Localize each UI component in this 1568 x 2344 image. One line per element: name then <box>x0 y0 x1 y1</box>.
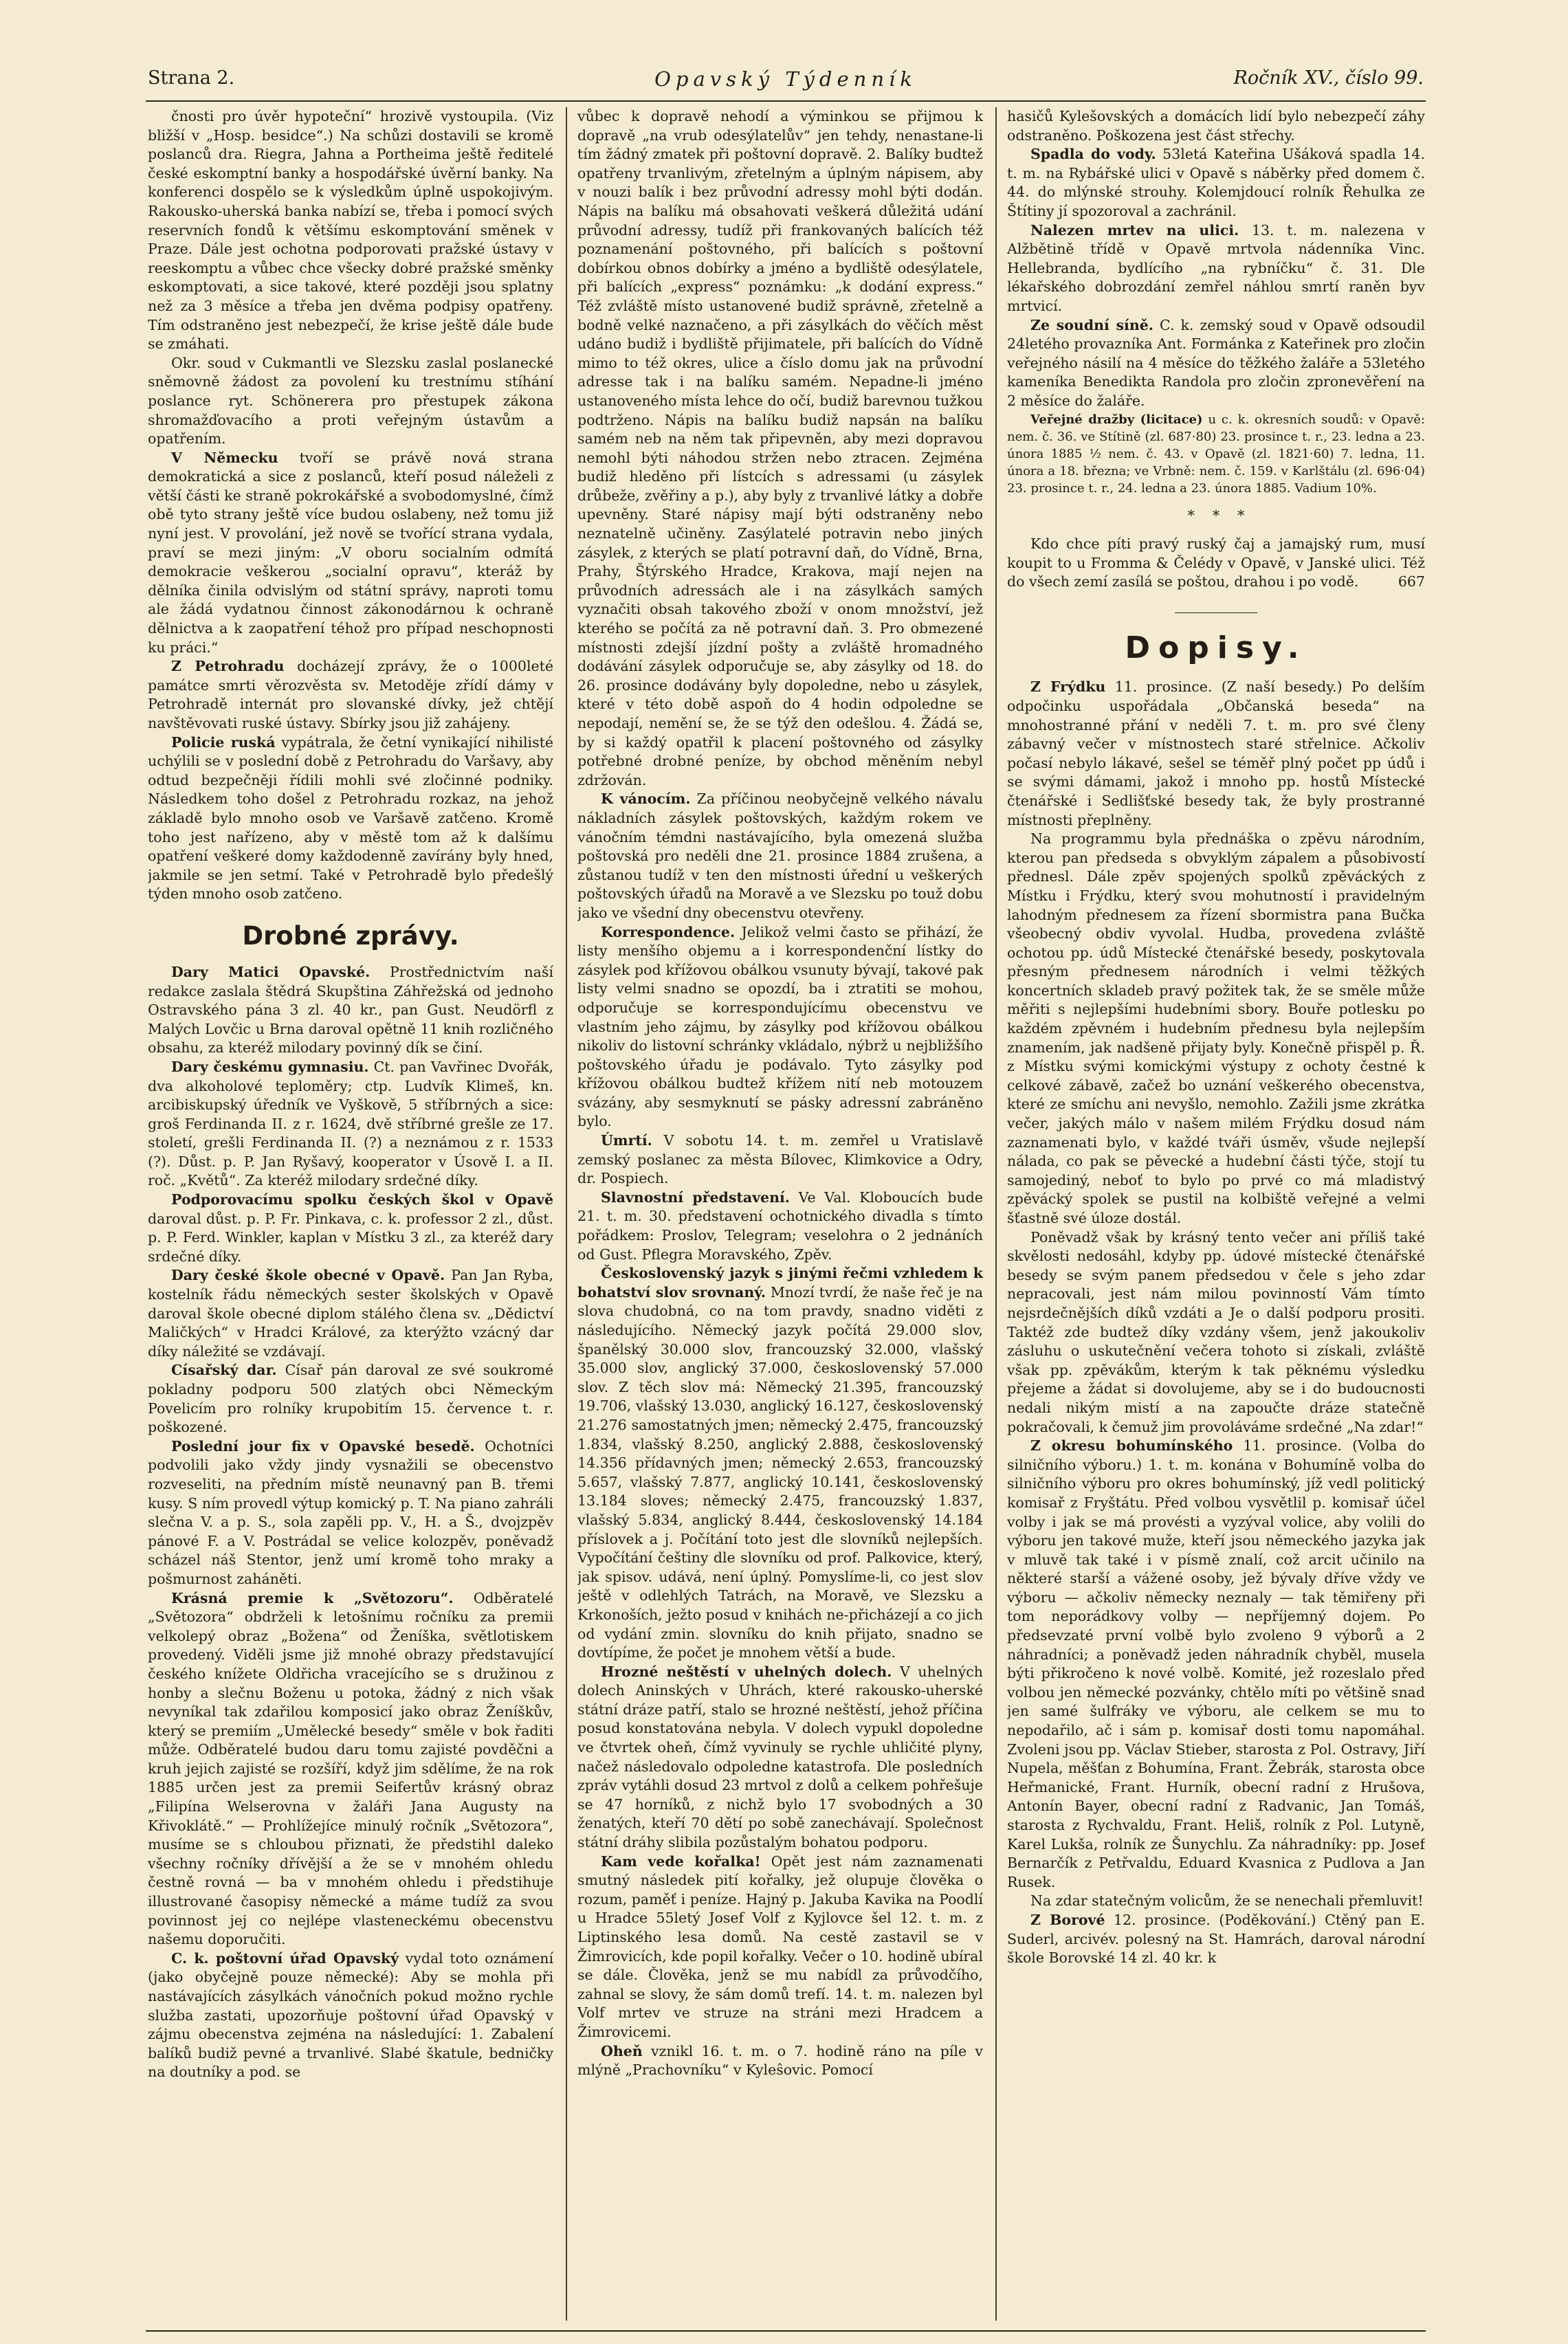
article-paragraph <box>577 923 983 1132</box>
column-2-articles <box>577 107 983 2080</box>
article-paragraph <box>1007 145 1425 221</box>
article-paragraph <box>148 354 553 449</box>
article-text: Mnozí tvrdí, že naše řeč je na slova chudobná, co na tom pravdy, snadno viděti z následujícího. Německý jazyk počítá 29.000 slov, španělský 30.000 slov, francouzský 32.000, vlašský 35.000 slov, anglický 37.000, československý 57.000 slov. Z těch slov má: Německý 21.395, francouzský 19.706, vlašský 13.030, anglický 16.127, československý 21.276 samostatných jmen; německý 2.475, francouzský 1.834, vlašský 8.250, anglický 2.888, československý 14.356 přídavných jmen; německý 2.653, francouzský 5.657, vlašský 7.877, anglický 10.141, československý 13.184 sloves; německý 2.475, francouzský 1.837, vlašský 5.834, anglický 8.444, československý 14.184 příslovek a j. Počítání toto jest dle slovníků nejlepších. Vypočítání češtiny dle slovníku od prof. Palkovice, který, jak spisov. udává, není úplný. Pomyslíme-li, co jest slov ještě v odlehlých Tatrách, na Moravě, ve Slezsku a Krkonoších, ježto posud v knihách ne-přicházejí a co jich od vydání zmin. slovníku do knih přijato, snadno se dovtípíme, že počet je mnohem větší a bude. <box>577 1283 983 1661</box>
column-2 <box>577 107 983 2321</box>
article-paragraph <box>577 1188 983 1264</box>
article-paragraph <box>577 790 983 922</box>
article-text: Poněvadž však by krásný tento večer ani příliš také skvělosti nedosáhl, kdyby pp. údové místecké čtenářské besedy se svým panem předsedou v čele s jeho zdar nepracovali, jest nám milou povinností Vám tímto nejsrdečnějších díků vzdáti a Je o další podporu prositi. Taktéž zde budtež díky vzdány všem, jenž jakoukoliv zásluhu o uskutečnění večera tohoto si získali, zvláště však pp. zpěvákům, kterým k tak pěknému výsledku přejeme a žádat si dovolujeme, aby se i do budoucnosti nedali nikým mistí a na zapoučte dráze statečně pokračovali, k čemuž jim provoláváme srdečné „Na zdar!“ <box>1007 1228 1425 1435</box>
article-text: Prostřednictvím naší redakce zaslala štědrá Skupština Záhřežská od jednoho Ostravského pána 3 zl. 40 kr., pan Gust. Neudörfl z Malých Lovčic u Brna daroval opětně 11 knih rozličného obsahu, za kteréž milodary povinný dík se činí. <box>148 963 553 1057</box>
article-text: tvoří se právě nová strana demokratická a sice z poslanců, kteří posud náleželi z větší části ke straně pokrokářské a svobodomyslné, čímž obě tyto strany ještě více budou oslabeny, než tomu již nyní jest. V provolání, jež nově se tvořící strana vydala, praví se mezi jiným: „V oboru socialním odmítá demokracie veškerou „socialní opravu“, kteráž by dělníka činila odvislým od státní správy, naproti tomu ale žádá vydatnou činnost zákonodárnou k ochraně dělnictva a k zaopatření téhož pro případ neschopnosti ku práci.“ <box>148 449 553 656</box>
page-header <box>148 63 1424 98</box>
article-paragraph <box>1007 316 1425 411</box>
article-lead: C. k. poštovní úřad Opavský <box>171 1949 399 1967</box>
article-lead: Slavnostní představení. <box>601 1188 790 1206</box>
article-text: u c. k. okresních soudů: v Opavě: nem. č. 36. ve Stítině (zl. 687·80) 23. prosince t. r., 23. ledna a 23. února 1885 ½ nem. č. 43. v Opavě (zl. 1821·60) 7. ledna, 11. února a 18. března; ve Vrbně: nem. č. 159. v Karlštálu (zl. 696·04) 23. prosince t. r., 24. ledna a 23. února 1885. Vadium 10%. <box>1007 412 1425 496</box>
article-text: docházejí zprávy, že o 1000leté památce smrti věrozvěsta sv. Metoděje zřídí dámy v Petrohradě internát pro slovanské dívky, jež chtějí navštěvovati ruské ústavy. Sbírky jsou již zahájeny. <box>148 658 553 731</box>
article-text: Ochotníci podvolili jako vždy jindy vysnažili se obecenstvo rozveseliti, na předním místě neunavný pan B. třemi kusy. S ním provedl výtup komický p. T. Na piano zahráli slečna V. a p. S., sola zapěli pp. V., H. a Š., dvojzpěv pánové F. a V. Postrádal se velice kolozpěv, poněvadž scházel náš Stentor, jenž umí kromě toho mraky a pošmurnost zaháněti. <box>148 1437 553 1587</box>
article-paragraph <box>148 1058 553 1191</box>
article-paragraph <box>577 107 983 790</box>
column-1 <box>148 107 553 2321</box>
tea-rum-advertisement <box>1007 535 1425 592</box>
article-paragraph <box>1007 221 1425 316</box>
article-text: 11. prosince. (Volba do silničního výboru.) 1. t. m. konána v Bohumíně volba do silničního výboru pro okres bohumínský, jíž vedl politický komisař z Fryštátu. Před volbou vysvětlil p. komisař účel volby i jak se má provésti a vyzýval volice, aby volili do výboru jen takové muže, kteří jsou německého jazyka jak v mluvě tak také i v písmě znalí, což arcit učinilo na některé starší a vážené osoby, jež bývaly dříve vždy ve výboru — ačkoliv německy neznaly — tak těmiřeny při tom neporádkovy volby — nepříjemný dojem. Po předsevzaté první volbě bylo zvoleno 9 výborů a 2 náhradníci; a poněvadž jeden náhradník chyběl, musela býti přikročeno k nové volbě. Komité, jež rozeslalo před volbou jen německé pozvánky, chtělo míti po většině snad jen samé šulfráky ve výboru, ale celkem se mu to nepodařilo, ač i sám p. komisař dosti tomu napomáhal. Zvoleni jsou pp. Václav Stieber, starosta z Pol. Ostravy, Jiří Nupela, měšťan z Bohumína, Frant. Žebrák, starosta obce Heřmanické, Frant. Hurník, obecní radní z Hrušova, Antonín Bayer, obecní radní z Radvanic, Jan Tomáš, starosta z Rychvaldu, Frant. Heliš, rolník z Pol. Lutyně, Karel Lukša, rolník ze Šunychlu. Za náhradníky: pp. Josef Bernarčík z Petřvaldu, Eduard Kvasnica z Pudlova a Jan Rusek. <box>1007 1437 1425 1890</box>
article-paragraph <box>148 1437 553 1589</box>
article-lead: Policie ruská <box>171 733 276 751</box>
article-lead: Z okresu bohumínského <box>1030 1437 1233 1455</box>
article-paragraph <box>148 1361 553 1437</box>
article-paragraph <box>577 1131 983 1188</box>
column-3-articles <box>1007 107 1425 497</box>
column-rule-2 <box>995 107 997 2321</box>
article-text: vznikl 16. t. m. o 7. hodině ráno na píle v mlýně „Prachovníku“ v Kyleŝovic. Pomocí <box>577 2042 983 2079</box>
article-paragraph <box>148 733 553 904</box>
column-1-news-items <box>148 963 553 2082</box>
article-text: Ct. pan Vavřinec Dvořák, dva alkoholové teploměry; ctp. Ludvík Klimeš, kn. arcibiskupský úředník ve Vyškově, 5 stříbrných a sice: groš Ferdinanda II. z r. 1624, dvě stříbrné grešle ze 17. století, grešli Ferdinanda II. (?) a neznámou z r. 1533 (?). Důst. p. P. Jan Ryšavý, kooperator v Úsově I. a II. roč. „Květů“. Za kteréž milodary srdečné díky. <box>148 1058 553 1189</box>
article-paragraph <box>148 1589 553 1949</box>
article-paragraph <box>577 2042 983 2080</box>
article-text: Na programmu byla přednáška o zpěvu národním, kterou pan předseda s obvyklým zápalem a působivostí přednesl. Dále zpěv spojených spolků zpěváckých z Místku i Frýdku, který svou mohutností i pravidelným lahodným přednesem za řízení sbormistra pana Bučka všeobecný obdiv vyvolal. Hudba, provedena zvláště ochotou pp. údů Místecké čtenářské besedy, poskytovala přesným přednesem národních i velmi těžkých koncertních skladeb pravý požitek tak, že se směle může měřiti s nejlepšími hudebními sbory. Bouře potlesku po každém zpěvném i hudebním přednesu byla nejlepším znamením, jak nadšeně přijaty byly. Konečně přispěl p. Ř. z Místku svými komickými výstupy z ochoty čestné k celkové zábavě, začež bo uznání veškerého obecenstva, které ze smíchu ani nevyšlo, nemohlo. Zažili jsme zkrátka večer, jakých málo v našem milém Frýdku dosud nám zaznamenati bylo, v každé tváři úsměv, všude nejlepší nálada, co pak se pěvecké a hudební části týče, stojí tu samojediný, neboť to bylo po prvé co má mladistvý zpěvácký spolek se pustil na kolbiště veřejné a velmi šťastně své úloze dostál. <box>1007 830 1425 1226</box>
divider <box>1007 612 1425 614</box>
article-paragraph <box>1007 107 1425 145</box>
article-text: V uhelných dolech Aninských v Uhrách, které rakousko-uherské státní dráze patří, stalo se hrozné neštěstí, jehož příčina posud konstatována nebyla. V dolech vypukl dopoledne ve čtvrtek oheň, čímž vyvinuly se rychle uhličité plyny, načež následovalo odpoledne katastrofa. Dle posledních zpráv vytáhli dosud 23 mrtvol z dolů a celkem pohřešuje se 47 horníků, z nichž bylo 17 svobodných a 30 ženatých, kteří 70 dětí po sobě zanechávají. Společnost státní dráhy slibila pozůstalým bohatou podporu. <box>577 1663 983 1851</box>
article-text: 12. prosince. (Poděkování.) Ctěný pan E. Suderl, arcivév. polesný na St. Hamrách, daroval národní škole Borovské 14 zl. 40 kr. k <box>1007 1911 1425 1967</box>
article-paragraph <box>577 1264 983 1662</box>
section-heading-dopisy: Dopisy. <box>1125 630 1307 666</box>
article-text: Pan Jan Ryba, kostelník řádu německých sester školských v Opavě daroval škole obecné diplom stálého člena sv. „Dědictví Maličkých“ v Hradci Králové, za kterýžto vzácný dar díky náležité se vzdávají. <box>148 1267 553 1360</box>
article-paragraph <box>1007 1911 1425 1968</box>
article-lead: Kam vede kořalka! <box>601 1853 761 1870</box>
ornament-stars: * * * <box>1187 507 1245 524</box>
article-text: 11. prosince. (Z naší besedy.) Po delším odpočinku uspořádala „Občanská beseda“ na mnohostranné přání v neděli 7. t. m. pro své členy zábavný večer v místnostech staré střelnice. Ačkoliv počasí nebylo lákavé, sešel se téměř plný počet pp údů i se svými dámami, jakož i mnoho pp. hostů Místecké čtenářské i Sedlišťské besedy tak, že byly prostranné místnosti přeplněny. <box>1007 678 1425 828</box>
article-text: hasičů Kylešovských a domácích lidí bylo nebezpečí záhy odstraněno. Poškozena jest část střechy. <box>1007 108 1425 144</box>
article-lead: Z Borové <box>1030 1911 1105 1928</box>
article-paragraph <box>148 1266 553 1361</box>
section-heading-drobne-zpravy: Drobné zprávy. <box>242 920 459 951</box>
article-paragraph <box>1007 1437 1425 1892</box>
article-lead: Ze soudní síně. <box>1030 316 1153 333</box>
article-lead: Dary Matici Opavské. <box>171 963 371 980</box>
article-lead: Oheň <box>601 2042 643 2059</box>
article-text: daroval důst. p. P. Fr. Pinkava, c. k. professor 2 zl., důst. p. P. Ferd. Winkler, kaplan v Místku 3 zl., za kteréž dary srdečné díky. <box>148 1210 553 1265</box>
volume-issue: Ročník XV., číslo 99. <box>1233 67 1424 89</box>
article-paragraph <box>148 1191 553 1266</box>
article-text: čnosti pro úvěr hypoteční“ hrozivě vystoupila. (Viz bližší v „Hosp. besidce“.) Na schůzi dostavili se kromě poslanců dra. Riegra, Jahna a Portheima ještě ředitelé české eskomptní banky a hospodářské úvěrní banky. Na konferenci dospělo se k výsledkům úplně uspokojivým. Rakousko-uherská banka nabízí se, třeba i pomocí svých reservních fondů k většímu eskomptování směnek v Praze. Dále jest ochotna podporovati pražské ústavy v reeskomptu a vůbec chce všecky dobré pražské směnky eskomptovati, a sice takové, které později jsou splatny než za 3 měsíce a třeba jen dvěma podpisy opatřeny. Tím odstraněno jest nebezpečí, že krise ještě dále bude se zmáhati. <box>148 108 553 353</box>
footer-rule <box>146 2330 1426 2332</box>
article-paragraph <box>1007 411 1425 497</box>
article-paragraph <box>1007 1228 1425 1437</box>
article-lead: Úmrtí. <box>601 1132 652 1149</box>
article-text: Na zdar statečným volicům, že se nenechali přemluvit! <box>1030 1892 1424 1910</box>
column-3 <box>1007 107 1425 2321</box>
advertisement-number: 667 <box>1398 573 1425 590</box>
article-paragraph <box>1007 830 1425 1228</box>
article-lead: V Německu <box>171 449 278 466</box>
article-lead: Dary českému gymnasiu. <box>171 1058 369 1075</box>
article-lead: Z Petrohradu <box>171 658 285 675</box>
article-paragraph <box>577 1663 983 1853</box>
article-paragraph <box>1007 678 1425 830</box>
header-rule <box>146 100 1426 102</box>
advertisement-text: Kdo chce píti pravý ruský čaj a jamajský rum, musí koupit to u Fromma & Čelédy v Opavě, v Janské ulici. Též do všech zemí zasílá se poštou, drahou i po vodě. <box>1007 535 1425 590</box>
article-lead: Podporovacímu spolku českých škol v Opavě <box>171 1191 553 1208</box>
column-3-letters <box>1007 678 1425 1967</box>
article-lead: Z Frýdku <box>1030 678 1106 696</box>
article-text: Jelikož velmi často se přihází, že listy menšího objemu a i korrespondenční lístky do zásylek pod křížovou obálkou vsunuty bývají, takové pak listy velmi snadno se opozdí, ba i ztratiti se mohou, odporučuje se korrespondujícímu obecenstvu ve vlastním jeho zájmu, by zásylky pod křížovou obálkou nikoliv do listovní schránky vkládalo, nýbrž u nejbližšího poštovského úřadu je podávalo. Tyto zásylky pod křížovou obálkou budtež křížem nití neb motouzem svázány, aby sesmyknutí se pásky adressní zabráněno bylo. <box>577 923 983 1130</box>
article-lead: Československý jazyk s jinými řečmi vzhledem k bohatství slov srovnaný. <box>577 1265 983 1301</box>
article-lead: Spadla do vody. <box>1030 146 1156 163</box>
article-lead: Veřejné dražby (licitace) <box>1030 412 1203 427</box>
article-lead: Hrozné neštěstí v uhelných dolech. <box>601 1663 892 1680</box>
article-text: Ve Val. Kloboucích bude 21. t. m. 30. představení ochotnického divadla s tímto pořádkem: Proslov, Telegram; veselohra o 2 jednáních od Gust. Pflegra Moravského, Zpěv. <box>577 1188 983 1263</box>
column-1-articles <box>148 107 553 904</box>
article-lead: Nalezen mrtev na ulici. <box>1030 221 1239 239</box>
article-text: Císař pán daroval ze své soukromé pokladny podporu 500 zlatých obci Německým Povelicím pro rolníky krupobitím 15. července t. r. poškozené. <box>148 1362 553 1436</box>
article-text: vydal toto oznámení (jako obyčejně pouze německé): Aby se mohla při nastávajících zásylkách vánočních pokud možno rychle služba zastati, upozorňuje poštovní úřad Opavský v zájmu obecenstva zejména na následující: 1. Zabalení balíků budiž pevné a trvanlivé. Slabé škatule, bedničky na doutníky a pod. se <box>148 1949 553 2081</box>
article-text: 53letá Kateřina Ušáková spadla 14. t. m. na Rybářské ulici v Opavě s náběrky před domem č. 44. do mlýnské strouhy. Kolemjdoucí rolník Řehulka ze Štítiny jí spozoroval a zachránil. <box>1007 146 1425 219</box>
article-paragraph <box>577 1853 983 2042</box>
article-text: Odběratelé „Světozora“ obdrželi k letošnímu ročníku za premii velkolepý obraz „Božena“ od Ženíška, světlotiskem provedený. Viděli jsme již mnohé obrazy představující českého knížete Oldřicha vracejícího se s družinou z honby a slečnu Boženu u potoka, žádný z nich však nevyníkal tak zdařilou komposicí jako obraz Ženíškův, který se premiím „Umělecké besedy“ směle v bok řaditi může. Odběratelé budou daru tomu zajisté povděčni a kruh jejich zajisté se rozšíří, když jim sdělíme, že na rok 1885 určen jest za premii Seifertův krásný obraz „Filipína Welserovna v žaláři Jana Augusty na Křivoklátě.“ — Prohlížejíce minulý ročník „Světozora“, musíme se s chloubou přiznati, že předstihl daleko všechny ročníky dřívější a že se v mnohém ohledu čestně rovná — ba v mnohém ohledu i předstihuje illustrované časopisy německé a máme tudíž za svou povinnost jej co nejlépe vlasteneckému obecenstvu našemu doporučiti. <box>148 1589 553 1948</box>
article-text: vypátrala, že četní vynikající nihilisté uchýlili se v poslední době z Petrohradu do Varšavy, aby odtud bezpečněji řídili mohli své zločinné podniky. Následkem toho došel z Petrohradu rozkaz, na jehož základě bylo mnoho osob ve Varšavě zatčeno. Kromě toho jest nařízeno, aby v městě tom až k dalšímu opatření veškeré domy každodenně zavírány byly hned, jakmile se jen setmí. Také v Petrohradě bylo předešlý týden mnoho osob zatčeno. <box>148 733 553 903</box>
article-paragraph <box>148 657 553 733</box>
article-text: Okr. soud v Cukmantli ve Slezsku zaslal poslanecké sněmovně žádost za povolení ku trestnímu stíhání poslance ryt. Schönerera pro přestupek zákona shromažďovacího a proti veřejným ústavům a opatřením. <box>148 354 553 447</box>
column-rule-1 <box>566 107 567 2321</box>
article-lead: Poslední jour fix v Opavské besedě. <box>171 1437 475 1455</box>
article-lead: Císařský dar. <box>171 1362 277 1379</box>
article-paragraph <box>1007 1892 1425 1911</box>
article-lead: Dary české škole obecné v Opavě. <box>171 1267 445 1284</box>
article-lead: Krásná premie k „Světozoru“. <box>171 1589 454 1606</box>
article-paragraph <box>148 449 553 658</box>
article-paragraph <box>148 107 553 354</box>
article-lead: K vánocím. <box>601 790 691 808</box>
article-paragraph <box>148 963 553 1058</box>
article-text: Opět jest nám zaznamenati smutný následek pití kořalky, jež olupuje člověka o rozum, paměť i peníze. Hajný p. Jakuba Kavika na Poodlí u Hradce 55letý Josef Volf z Kyjlovce šel 12. t. m. z Liptinského lesa domů. Na cestě zastavil se v Žimrovicích, kde popil kořalky. Večer o 10. hodině ubíral se dále. Člověka, jenž se mu nabídl za průvodčího, zahnal se slovy, že sám domů trefí. 14. t. m. nalezen byl Volf mrtev ve struze na stráni mezi Hradcem a Žimrovicemi. <box>577 1853 983 2040</box>
article-lead: Korrespondence. <box>601 923 736 940</box>
page-number: Strana 2. <box>148 67 235 89</box>
masthead-title: Opavský Týdenník <box>654 67 917 91</box>
article-text: Za příčinou neobyčejně velkého návalu nákladních zásylek poštovských, každým rokem ve vánočním témdni nastávajícího, byla omezená služba poštovská pro neděli dne 21. prosince 1884 zrušena, a zůstanou tudíž v ten den místnosti úřední u veškerých poštovských úřadů na Moravě a ve Slezsku po touž dobu jako ve všední dny obecenstvu otevřeny. <box>577 790 983 921</box>
article-text: V sobotu 14. t. m. zemřel u Vratislavě zemský poslanec za města Bílovec, Klimkovice a Odry, dr. Pospiech. <box>577 1132 983 1187</box>
article-text: vůbec k dopravě nehodí a výminkou se přijmou k dopravě „na vrub odesýlatelův“ jen tehdy, nenastane-li tím žádný zmatek při poštovní dopravě. 2. Balíky budtež opatřeny trvanlivým, zřetelným a úplným nápisem, aby v nouzi balík i bez průvodní adressy mohl býti dodán. Nápis na balíku má obsahovati veškerá důležitá udání průvodní adressy, tudíž při frankovaných balících též poznamenání poštovného, při balících s poštovní dobírkou obnos dobírky a jméno a bydliště odesýlatele, při balících „express“ poznámku: „k dodání express.“ Též zvláště místo ustanovené budiž správně, zřetelně a bodně velké naznačeno, a při zásylkách do věčích měst udáno budiž i bydliště přijimatele, při balících do Vídně mimo to též okres, ulice a číslo domu jak na průvodní adresse tak i na balíku samém. Nepadne-li jméno ustanoveného místa lehce do očí, budiž barevnou tužkou podtrženo. Nápis na balíku budiž napsán na balíku samém neb na něm tak připevněn, aby mezi dopravou nemohl býti náhodou stržen nebo ztracen. Zejména budiž hleděno při lístcích s adressami (u zásylek drůbeže, zvěřiny a p.), aby byly z trvanlivé látky a dobře upevněny. Staré nápisy mají býti odstraněny nebo neznatelně učiněny. Zasýlatelé potravin nebo jiných zásylek, z kterých se platí potravní daň, do Vídně, Brna, Prahy, Štýrského Hradce, Krakova, mají nejen na průvodních adressách ale i na zásylkách samých vyznačiti obsah takového zboží v onom množství, jež kterého se počítá za ně potravní daň. 3. Pro obmezené místnosti zdejší jízdní pošty a zvláště hromadného dodávání zásylek odporučuje se, aby zásylky od 18. do 26. prosince dodávány byly dopoledne, nebo u zásylek, které v této době aspoň do 4 hodin odpoledne se nepodají, nemění se, že se týž den odešlou. 4. Žádá se, by si každý opatřil k placení poštovného od zásylky potřebné drobné peníze, by obchod měněním nebyl zdržován. <box>577 108 983 788</box>
article-text: 13. t. m. nalezena v Alžbětině třídě v Opavě mrtvola nádenníka Vinc. Hellebranda, bydlícího „na rybníčku“ č. 31. Dle lékařského dobrozdání zemřel náhlou smrtí raněn byv mrtvicí. <box>1007 221 1425 314</box>
article-text: C. k. zemský soud v Opavě odsoudil 24letého provazníka Ant. Formánka z Kateřinek pro zločin veřejného násilí na 4 měsíce do těžkého žaláře a 53letého kameníka Benedikta Randola pro zločin zpronevěření na 2 měsíce do žaláře. <box>1007 316 1425 409</box>
article-paragraph <box>148 1949 553 2082</box>
